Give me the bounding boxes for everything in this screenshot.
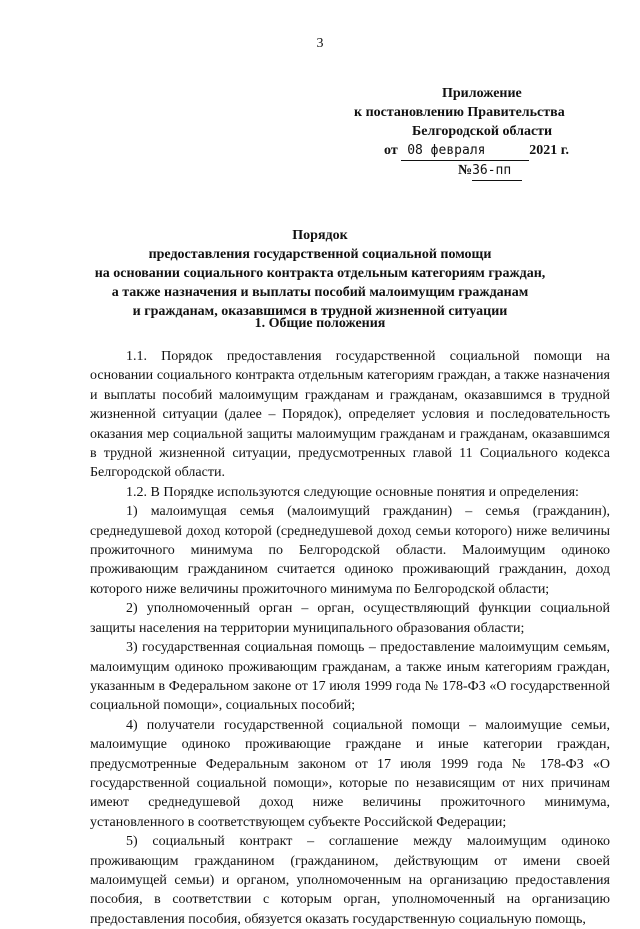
date-prefix: от — [384, 143, 398, 158]
title-line-2: предоставления государственной социальной помощи — [148, 247, 492, 262]
appendix-block — [354, 84, 610, 181]
paragraph: 2) уполномоченный орган – орган, осуществляющий функции социальной защиты населения на территории муниципального образования области; — [90, 601, 610, 636]
title-line-3: на основании социального контракта отдельным категориям граждан, — [94, 266, 546, 281]
title-line-1: Порядок — [292, 228, 348, 243]
paragraph: 1.2. В Порядке используются следующие основные понятия и определения: — [126, 484, 579, 500]
title-line-5: и гражданам, оказавшимся в трудной жизненной ситуации — [132, 304, 508, 319]
paragraph: 1.1. Порядок предоставления государственной социальной помощи на основании социального контракта отдельным категориям граждан, а также назначения и выплаты пособий малоимущим гражданам и гражданам, оказавшимся в трудной жизненной ситуации (далее – Порядок), определяет условия и последовательность оказания мер социальной защиты малоимущим гражданам и гражданам, оказавшимся в трудной жизненной ситуации, предусмотренных главой 11 Социального кодекса Белгородской области. — [90, 349, 610, 481]
appendix-date-line — [380, 141, 610, 161]
date-suffix: 2021 г. — [529, 143, 569, 158]
document-title — [0, 226, 640, 321]
appendix-title: Приложение — [442, 86, 522, 101]
page-number: 3 — [316, 36, 324, 51]
title-line-4: а также назначения и выплаты пособий малоимущим гражданам — [111, 285, 529, 300]
date-handwritten: 08 февраля — [401, 141, 529, 161]
paragraph: 3) государственная социальная помощь – предоставление малоимущим семьям, малоимущим одиноко проживающим гражданам, а также иным категориям граждан, указанным в Федеральном законе от 17 июля 1999 года № 178-ФЗ «О государственной социальной помощи», социальных пособий; — [90, 640, 610, 714]
paragraph: 1) малоимущая семья (малоимущий гражданин) – семья (гражданин), среднедушевой доход которой (среднедушевой доход семьи которого) ниже величины прожиточного минимума по Белгородской области. Малоимущим одиноко проживающим гражданином считается одиноко проживающий гражданин, доход которого ниже величины прожиточного минимума по Белгородской области; — [90, 504, 610, 597]
body-text — [90, 347, 610, 929]
appendix-number-line — [380, 161, 610, 181]
appendix-region: Белгородской области — [412, 124, 553, 139]
section-heading: 1. Общие положения — [254, 316, 386, 331]
paragraph: 5) социальный контракт – соглашение между малоимущим одиноко проживающим гражданином (гражданином, действующим от имени своей малоимущей семьи) и органом, уполномоченным на организацию предоставления пособия, в соответствии с которым орган, уполномоченный на организацию предоставления пособия, обязуется оказать государственную социальную помощь, — [90, 834, 610, 927]
paragraph: 4) получатели государственной социальной помощи – малоимущие семьи, малоимущие одиноко проживающие граждане и иные категории граждан, предусмотренные Федеральным законом от 17 июля 1999 года № 178-ФЗ «О государственной социальной помощи», которые по независящим от них причинам имеют среднедушевой доход ниже величины прожиточного минимума, установленного в соответствующем субъекте Российской Федерации; — [90, 717, 610, 830]
number-prefix: № — [458, 163, 473, 178]
number-handwritten: 36-пп — [472, 161, 522, 181]
appendix-decree-ref: к постановлению Правительства — [354, 105, 565, 120]
